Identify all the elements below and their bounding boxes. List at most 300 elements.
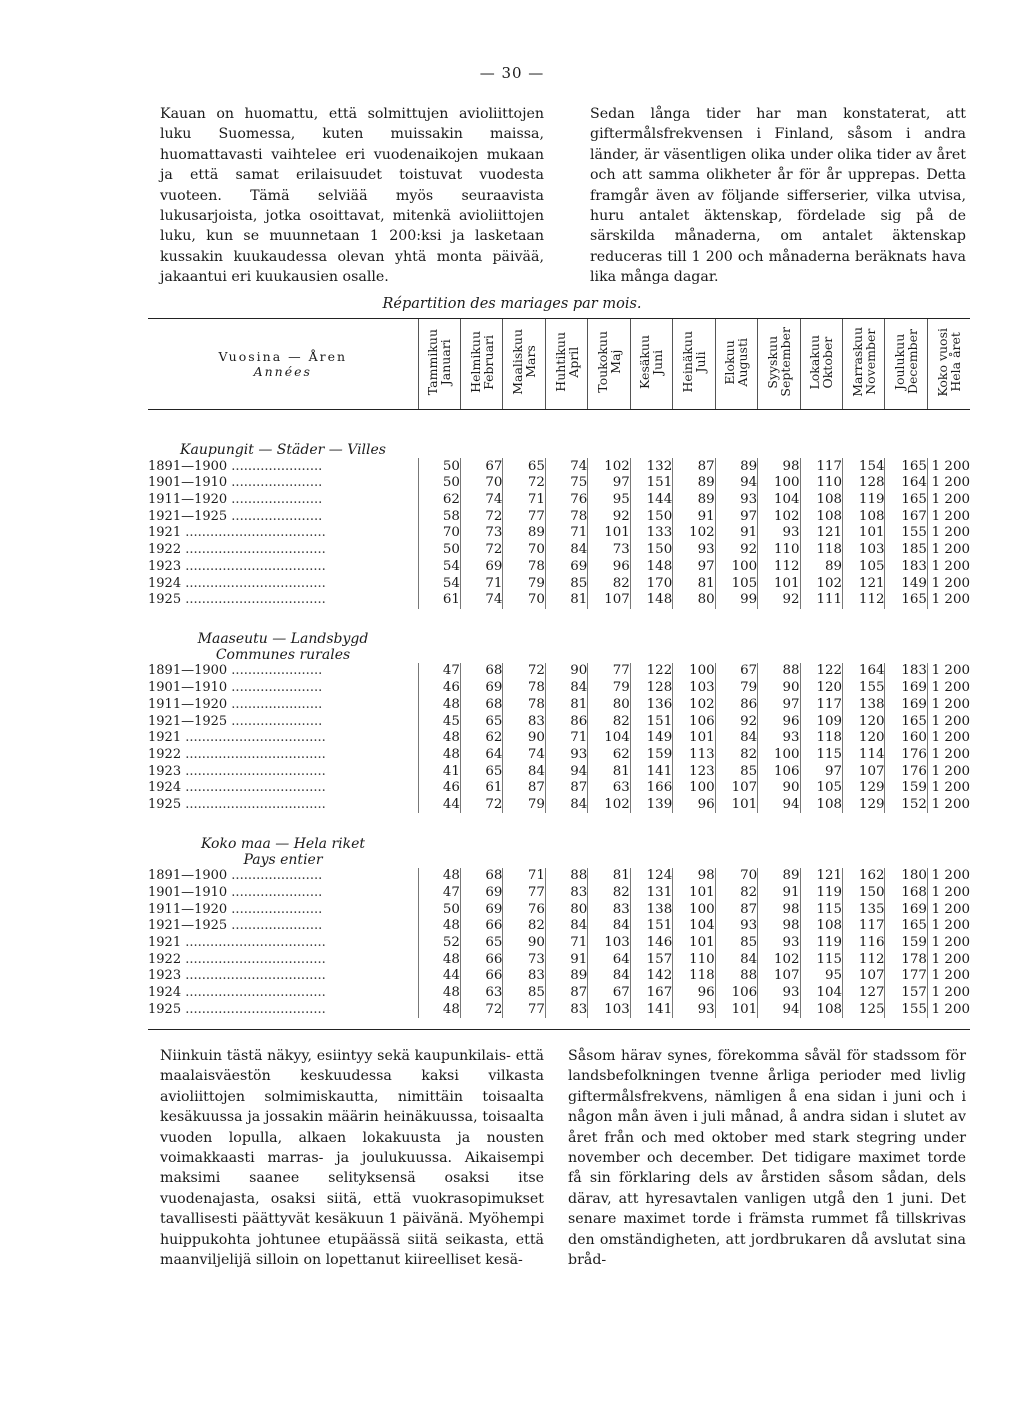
month-value-cell: 65 [460,935,502,952]
month-value-cell: 185 [885,542,927,559]
annual-total-cell: 1 200 [927,492,970,509]
month-value-cell: 82 [588,575,630,592]
month-value-cell: 62 [460,730,502,747]
month-value-cell: 81 [545,696,587,713]
year-label: 1922 [148,542,182,558]
leader-dots: ...................... [227,458,323,474]
month-value-cell: 69 [460,885,502,902]
month-value-cell: 115 [800,951,842,968]
year-label: 1891—1900 [148,458,228,474]
annual-total-cell: 1 200 [927,885,970,902]
month-value-cell: 88 [545,868,587,885]
month-value-cell: 99 [715,592,757,609]
month-value-cell: 86 [545,713,587,730]
month-value-cell: 93 [758,525,800,542]
month-value-cell: 128 [630,680,672,697]
month-value-cell: 110 [800,475,842,492]
month-header [758,319,800,410]
month-value-cell: 97 [758,696,800,713]
month-value-cell: 97 [588,475,630,492]
month-value-cell: 169 [885,901,927,918]
month-value-cell: 48 [418,985,460,1002]
year-cell [148,901,418,918]
month-value-cell: 138 [630,901,672,918]
year-cell [148,968,418,985]
month-value-cell: 165 [885,592,927,609]
month-value-cell: 70 [715,868,757,885]
leader-dots: .................................. [181,575,326,591]
month-value-cell: 89 [545,968,587,985]
month-value-cell: 77 [503,1001,545,1018]
month-value-cell: 83 [545,885,587,902]
annual-total-cell: 1 200 [927,797,970,814]
month-value-cell: 119 [843,492,885,509]
month-value-cell: 96 [588,558,630,575]
month-value-cell: 94 [545,763,587,780]
year-cell [148,696,418,713]
annual-total-cell: 1 200 [927,935,970,952]
year-label: 1921—1925 [148,918,228,934]
year-label: 1925 [148,592,182,608]
month-value-cell: 74 [460,492,502,509]
year-cell [148,713,418,730]
month-value-cell: 104 [588,730,630,747]
month-value-cell: 74 [503,747,545,764]
annual-total-cell: 1 200 [927,868,970,885]
month-value-cell: 83 [503,968,545,985]
year-cell [148,730,418,747]
month-value-cell: 71 [503,868,545,885]
month-value-cell: 69 [460,558,502,575]
month-value-cell: 50 [418,542,460,559]
month-value-cell: 133 [630,525,672,542]
annual-total-cell: 1 200 [927,508,970,525]
month-value-cell: 110 [673,951,715,968]
month-value-cell: 112 [843,951,885,968]
month-value-cell: 180 [885,868,927,885]
month-value-cell: 87 [545,780,587,797]
year-cell [148,558,418,575]
month-value-cell: 70 [460,475,502,492]
month-value-cell: 108 [843,508,885,525]
month-value-cell: 136 [630,696,672,713]
year-cell [148,475,418,492]
month-value-cell: 106 [673,713,715,730]
month-value-cell: 75 [545,475,587,492]
month-value-cell: 48 [418,951,460,968]
month-value-cell: 118 [800,542,842,559]
month-value-cell: 54 [418,558,460,575]
month-value-cell: 83 [545,1001,587,1018]
month-value-cell: 71 [460,575,502,592]
month-value-cell: 103 [588,935,630,952]
month-value-cell: 129 [843,797,885,814]
month-header [460,319,502,410]
leader-dots: ...................... [227,901,323,917]
month-value-cell: 132 [630,458,672,475]
month-value-cell: 115 [800,901,842,918]
annual-total-cell: 1 200 [927,663,970,680]
month-value-cell: 101 [588,525,630,542]
month-value-cell: 155 [885,525,927,542]
month-value-cell: 82 [715,747,757,764]
month-value-cell: 94 [758,1001,800,1018]
year-label: 1891—1900 [148,868,228,884]
month-value-cell: 77 [503,885,545,902]
month-header [715,319,757,410]
month-value-cell: 86 [715,696,757,713]
month-value-cell: 78 [503,696,545,713]
month-value-cell: 108 [800,918,842,935]
month-value-cell: 63 [460,985,502,1002]
year-cell [148,663,418,680]
month-value-cell: 65 [460,763,502,780]
month-value-cell: 93 [673,542,715,559]
leader-dots: .................................. [181,730,326,746]
month-value-cell: 148 [630,592,672,609]
month-value-cell: 127 [843,985,885,1002]
month-value-cell: 121 [843,575,885,592]
month-value-cell: 90 [503,935,545,952]
month-value-cell: 89 [673,492,715,509]
table-row [148,747,970,764]
year-label: 1923 [148,968,182,984]
month-value-cell: 123 [673,763,715,780]
table-row [148,458,970,475]
table-row [148,508,970,525]
month-value-cell: 84 [588,968,630,985]
section-heading-row [148,617,970,663]
month-header-label: Toukokuu Maj [595,331,624,393]
annual-total-cell: 1 200 [927,730,970,747]
month-value-cell: 142 [630,968,672,985]
month-value-cell: 98 [673,868,715,885]
month-value-cell: 77 [503,508,545,525]
table-row [148,558,970,575]
table-row [148,935,970,952]
month-value-cell: 48 [418,696,460,713]
month-value-cell: 119 [800,935,842,952]
month-value-cell: 84 [545,542,587,559]
year-cell [148,763,418,780]
leader-dots: .................................. [181,592,326,608]
month-value-cell: 168 [885,885,927,902]
section-label [148,433,418,458]
year-cell [148,458,418,475]
outro-text-sv: Såsom härav synes, förekomma såväl för stadssom för landsbefolkningen tvenne årliga perioder med livlig giftermålsfrekvens, nämligen å ena sidan i juni och i någon mån även i juli månad, å andra sidan i slutet av året från och med oktober med stark stegring under november och december. Det tidigare maximet torde få sin förklaring dels av årstiden såsom sådan, dels därav, att hyresavtalen vanligen utgå den 1 juni. Det senare maximet torde i främsta rummet få tillskrivas den omständigheten, att jordbrukaren då avslutat sina bråd- [568,1048,966,1269]
year-label: 1923 [148,763,182,779]
month-value-cell: 165 [885,458,927,475]
year-label: 1925 [148,796,182,812]
month-value-cell: 82 [503,918,545,935]
table-row [148,492,970,509]
page-number: — 30 — [479,64,545,82]
month-value-cell: 82 [588,885,630,902]
month-value-cell: 81 [588,763,630,780]
leader-dots: .................................. [181,780,326,796]
year-label: 1891—1900 [148,663,228,679]
annual-total-cell: 1 200 [927,780,970,797]
month-value-cell: 79 [588,680,630,697]
month-value-cell: 92 [715,713,757,730]
annual-total-cell: 1 200 [927,901,970,918]
month-value-cell: 54 [418,575,460,592]
month-value-cell: 87 [545,985,587,1002]
conclusion-paragraph-finnish [160,1046,544,1270]
year-cell [148,985,418,1002]
month-value-cell: 80 [673,592,715,609]
table-row [148,680,970,697]
month-value-cell: 72 [503,475,545,492]
month-value-cell: 107 [843,763,885,780]
year-header-fi: Vuosina — Åren [218,349,348,364]
month-value-cell: 102 [800,575,842,592]
section-label [148,617,418,663]
month-value-cell: 81 [545,592,587,609]
annual-total-cell: 1 200 [927,985,970,1002]
month-header [843,319,885,410]
annual-total-cell: 1 200 [927,747,970,764]
year-label: 1922 [148,951,182,967]
month-value-cell: 89 [673,475,715,492]
month-value-cell: 120 [843,730,885,747]
year-label: 1901—1910 [148,475,228,491]
year-cell [148,575,418,592]
table-row [148,763,970,780]
month-value-cell: 72 [460,1001,502,1018]
month-value-cell: 108 [800,492,842,509]
month-value-cell: 138 [843,696,885,713]
month-value-cell: 84 [503,763,545,780]
table-row [148,1001,970,1018]
month-header-label: Kesäkuu Juni [637,335,666,389]
leader-dots: ...................... [227,696,323,712]
annual-total-cell: 1 200 [927,918,970,935]
leader-dots: ...................... [227,884,323,900]
section-label [148,822,418,868]
month-value-cell: 118 [800,730,842,747]
month-value-cell: 93 [715,492,757,509]
year-cell [148,885,418,902]
month-value-cell: 157 [885,985,927,1002]
month-header-label: Syyskuu September [764,327,793,397]
month-value-cell: 87 [715,901,757,918]
month-value-cell: 73 [588,542,630,559]
month-header-label: Helmikuu Februari [467,331,496,393]
table-title: Répartition des mariages par mois. [382,296,642,312]
annual-total-cell: 1 200 [927,575,970,592]
month-value-cell: 165 [885,713,927,730]
month-value-cell: 101 [715,1001,757,1018]
table-row [148,663,970,680]
year-cell [148,780,418,797]
table-row [148,542,970,559]
month-value-cell: 176 [885,763,927,780]
leader-dots: ...................... [227,868,323,884]
month-value-cell: 166 [630,780,672,797]
month-value-cell: 101 [843,525,885,542]
month-value-cell: 61 [460,780,502,797]
year-label: 1924 [148,780,182,796]
year-label: 1922 [148,746,182,762]
month-value-cell: 90 [503,730,545,747]
month-value-cell: 150 [630,508,672,525]
month-value-cell: 101 [673,935,715,952]
month-value-cell: 100 [758,475,800,492]
month-value-cell: 100 [715,558,757,575]
month-value-cell: 81 [673,575,715,592]
annual-total-cell: 1 200 [927,968,970,985]
month-value-cell: 90 [758,780,800,797]
month-value-cell: 108 [800,508,842,525]
month-value-cell: 148 [630,558,672,575]
month-value-cell: 128 [843,475,885,492]
annual-total-cell: 1 200 [927,542,970,559]
month-value-cell: 69 [545,558,587,575]
month-value-cell: 112 [758,558,800,575]
leader-dots: ...................... [227,680,323,696]
month-value-cell: 84 [545,797,587,814]
month-value-cell: 64 [460,747,502,764]
month-value-cell: 89 [503,525,545,542]
table-row [148,575,970,592]
table-header-row [148,319,970,410]
annual-total-cell: 1 200 [927,558,970,575]
month-value-cell: 50 [418,475,460,492]
year-column-header [148,319,418,410]
month-header-label: Koko vuosi Hela året [934,327,963,397]
conclusion-paragraph-swedish [568,1046,966,1270]
month-value-cell: 65 [460,713,502,730]
year-cell [148,680,418,697]
leader-dots: ...................... [227,475,323,491]
month-value-cell: 76 [503,901,545,918]
month-value-cell: 95 [588,492,630,509]
month-value-cell: 84 [545,680,587,697]
month-value-cell: 177 [885,968,927,985]
month-value-cell: 87 [503,780,545,797]
month-value-cell: 107 [843,968,885,985]
month-value-cell: 85 [715,935,757,952]
month-value-cell: 48 [418,918,460,935]
month-value-cell: 87 [673,458,715,475]
month-value-cell: 96 [673,985,715,1002]
table-row [148,985,970,1002]
month-value-cell: 62 [588,747,630,764]
month-value-cell: 66 [460,951,502,968]
month-value-cell: 89 [800,558,842,575]
month-value-cell: 107 [758,968,800,985]
month-value-cell: 93 [758,935,800,952]
table-row [148,968,970,985]
month-value-cell: 183 [885,663,927,680]
year-label: 1924 [148,575,182,591]
month-value-cell: 105 [843,558,885,575]
month-value-cell: 100 [673,663,715,680]
leader-dots: .................................. [181,934,326,950]
month-value-cell: 97 [800,763,842,780]
month-value-cell: 85 [715,763,757,780]
month-value-cell: 154 [843,458,885,475]
table-row [148,918,970,935]
month-value-cell: 72 [503,663,545,680]
month-value-cell: 48 [418,868,460,885]
month-value-cell: 91 [545,951,587,968]
annual-total-cell: 1 200 [927,680,970,697]
month-value-cell: 104 [800,985,842,1002]
month-value-cell: 111 [800,592,842,609]
month-value-cell: 88 [758,663,800,680]
month-value-cell: 178 [885,951,927,968]
month-value-cell: 118 [673,968,715,985]
intro-paragraph-finnish [160,104,544,288]
marriages-by-month-table [148,318,970,1030]
month-value-cell: 68 [460,663,502,680]
month-value-cell: 62 [418,492,460,509]
month-value-cell: 94 [715,475,757,492]
month-value-cell: 68 [460,696,502,713]
outro-text-fi: Niinkuin tästä näkyy, esiintyy sekä kaupunkilais- että maalaisväestön keskuudessa kaksi vilkasta avioliittojen solmimiskautta, nimittäin toisaalta kesäkuussa ja jossakin määrin heinäkuussa, toisaalta vuoden lopulla, alkaen lokakuusta ja nousten voimakkaasti marras- ja joulukuussa. Aikaisempi maksimi saanee selityksensä osaksi itse vuodenajasta, osaksi siitä, että vuokrasopimukset tavallisesti päättyvät kesäkuun 1 päivänä. Myöhempi huippukohta johtunee etupäässä siitä seikasta, että maanviljelijä silloin on lopettanut kiireelliset kesä- [160,1048,544,1269]
month-value-cell: 146 [630,935,672,952]
annual-total-cell: 1 200 [927,763,970,780]
month-value-cell: 72 [460,797,502,814]
year-label: 1921 [148,525,182,541]
month-value-cell: 78 [545,508,587,525]
month-value-cell: 63 [588,780,630,797]
month-value-cell: 129 [843,780,885,797]
month-value-cell: 70 [418,525,460,542]
month-value-cell: 104 [673,918,715,935]
month-header-label: Huhtikuu April [552,332,581,392]
leader-dots: ...................... [227,492,323,508]
table-row [148,868,970,885]
section-label-line2: Communes rurales [215,647,351,664]
table-row [148,475,970,492]
annual-total-cell: 1 200 [927,458,970,475]
month-value-cell: 162 [843,868,885,885]
month-value-cell: 170 [630,575,672,592]
month-value-cell: 78 [503,558,545,575]
month-value-cell: 89 [715,458,757,475]
month-header [503,319,545,410]
month-value-cell: 84 [545,918,587,935]
year-label: 1924 [148,985,182,1001]
month-value-cell: 159 [885,935,927,952]
month-value-cell: 105 [715,575,757,592]
month-header-label: Marraskuu November [849,327,878,397]
table-row [148,525,970,542]
month-value-cell: 46 [418,680,460,697]
month-value-cell: 113 [673,747,715,764]
month-value-cell: 72 [460,542,502,559]
month-value-cell: 108 [800,1001,842,1018]
month-value-cell: 101 [673,885,715,902]
month-value-cell: 73 [460,525,502,542]
month-value-cell: 107 [715,780,757,797]
month-value-cell: 70 [503,542,545,559]
month-value-cell: 52 [418,935,460,952]
month-value-cell: 102 [588,797,630,814]
year-label: 1921—1925 [148,508,228,524]
month-value-cell: 85 [545,575,587,592]
month-value-cell: 84 [715,730,757,747]
month-value-cell: 81 [588,868,630,885]
month-value-cell: 69 [460,901,502,918]
month-value-cell: 120 [843,713,885,730]
table-row [148,901,970,918]
leader-dots: .................................. [181,542,326,558]
month-value-cell: 102 [588,458,630,475]
